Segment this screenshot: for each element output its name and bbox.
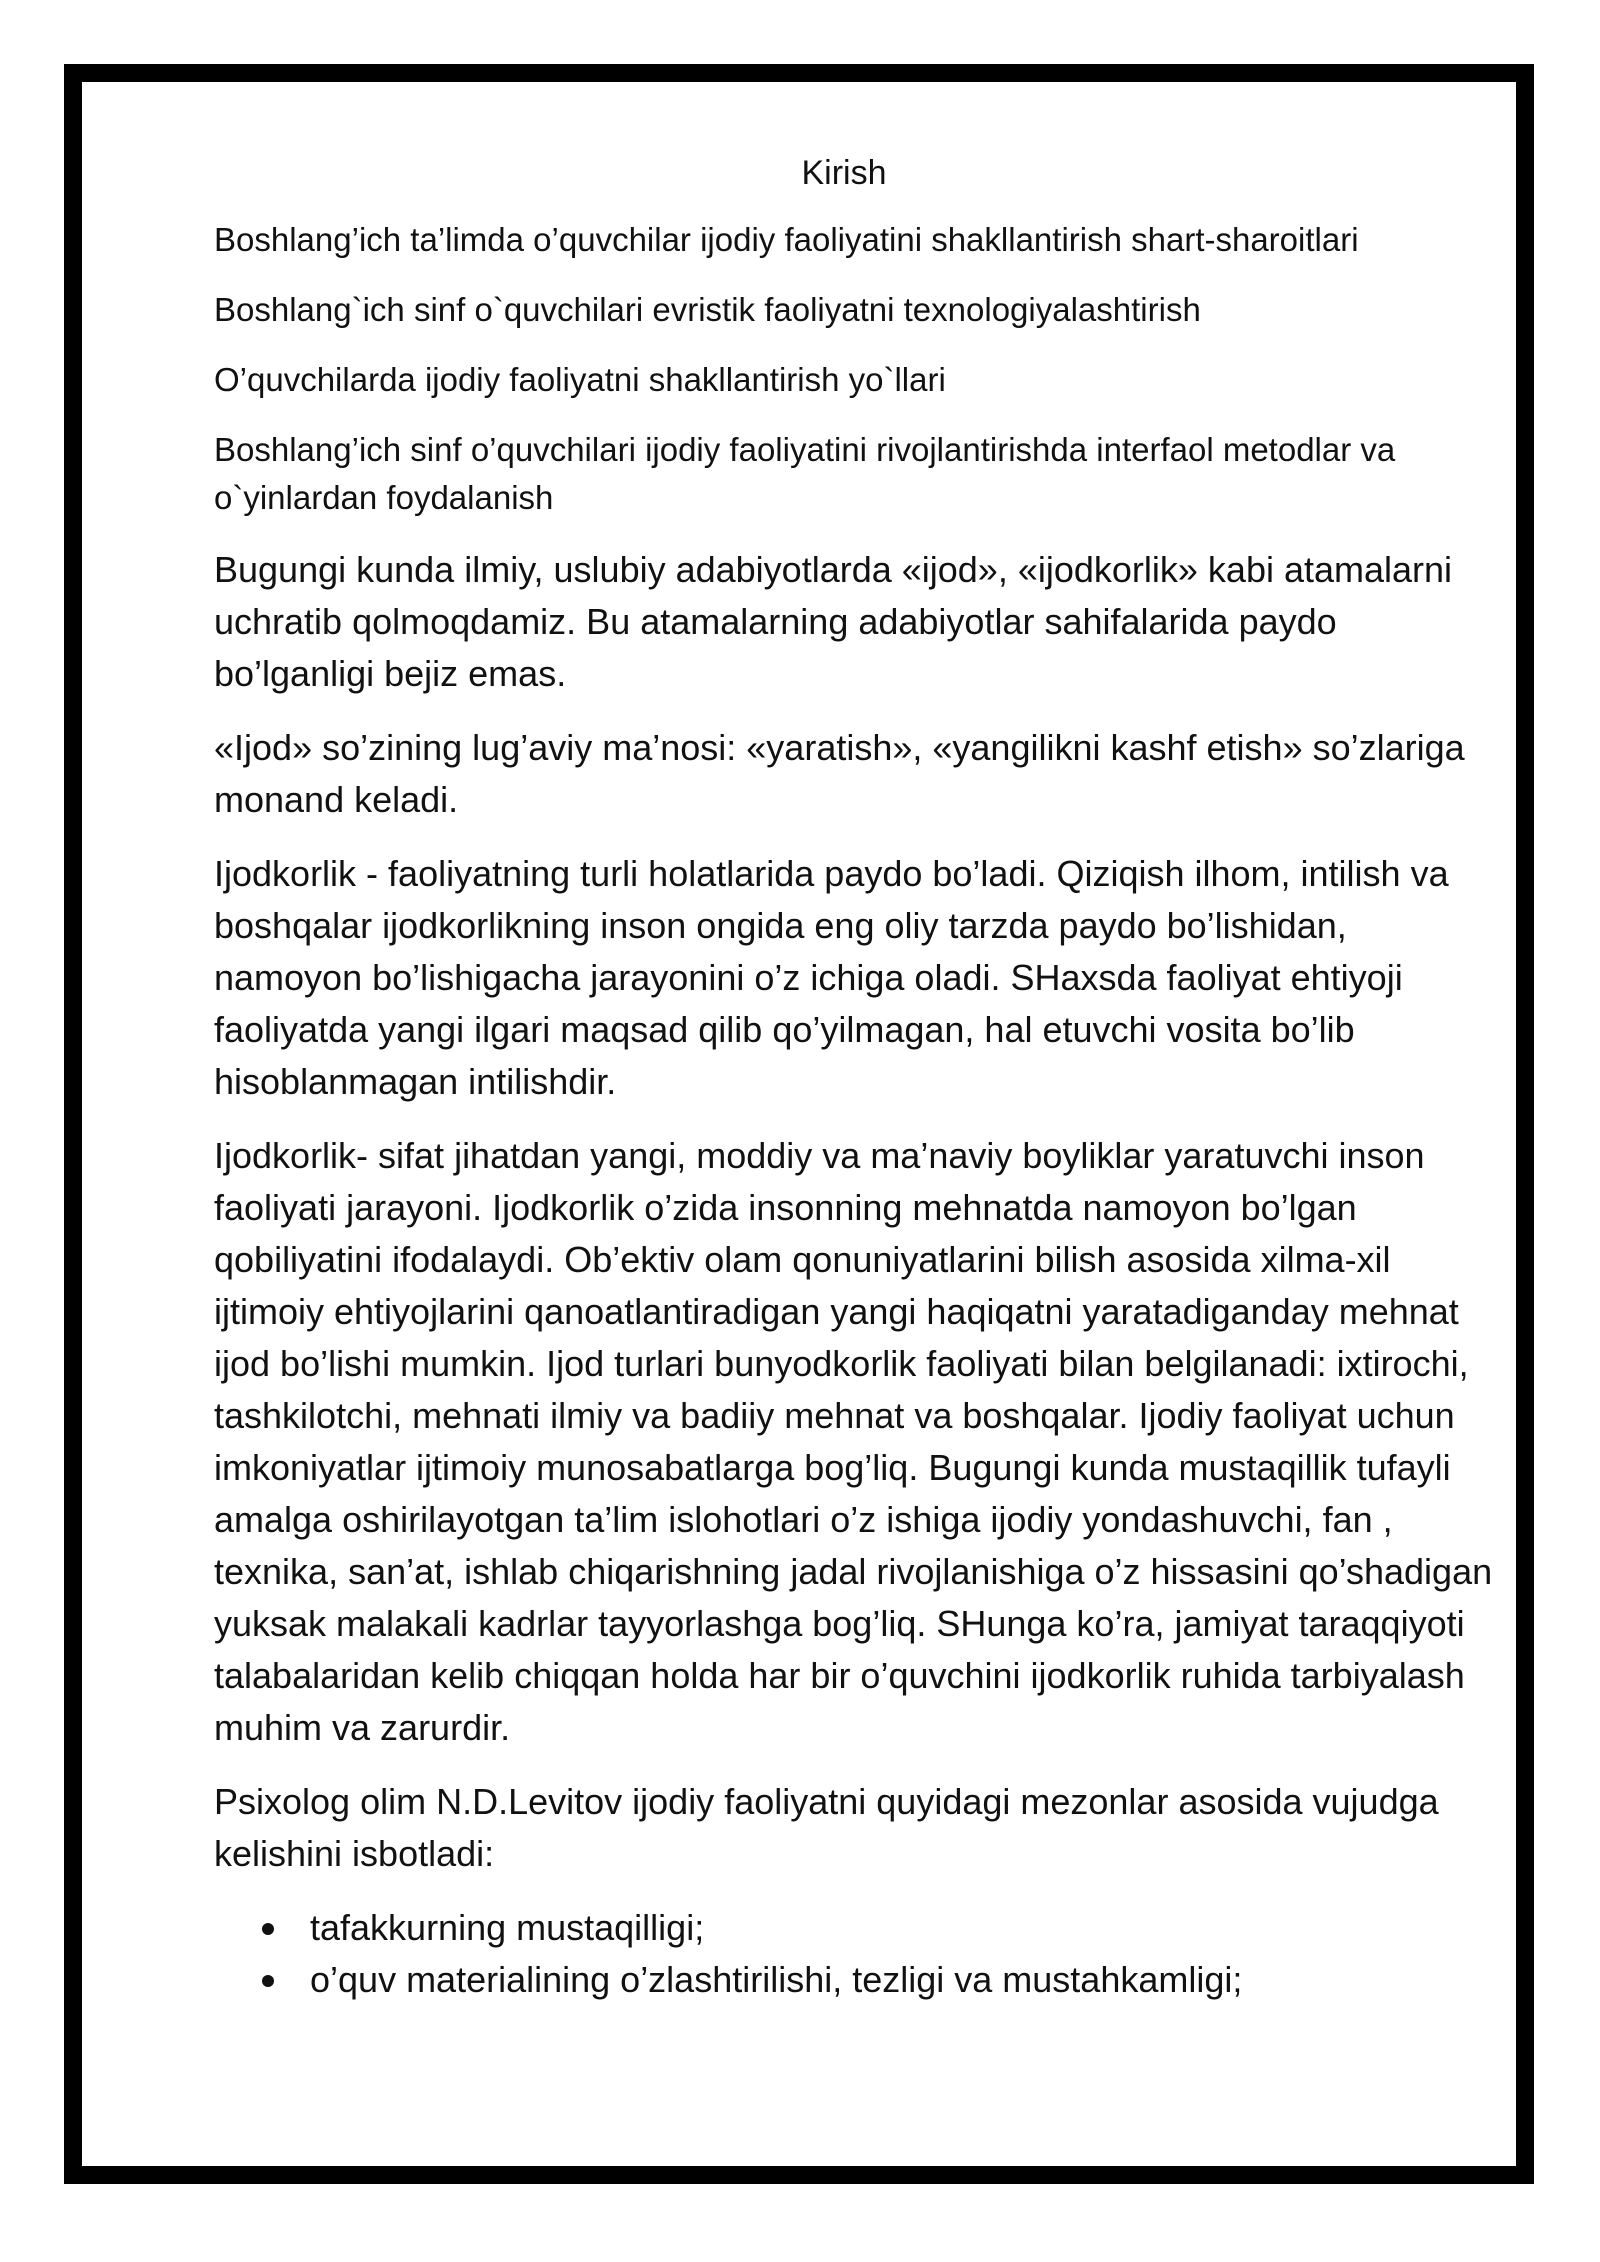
- toc-item-2: Boshlang`ich sinf o`quvchilari evristik faoliyatni texnologiyalashtirish: [214, 291, 1201, 328]
- page-title: Kirish: [801, 154, 887, 192]
- paragraph-3: Ijodkorlik - faoliyatning turli holatlarida paydo bo’ladi. Qiziqish ilhom, intilish va boshqalar ijodkorlikning inson ongida eng oliy tarzda paydo bo’lishidan, namoyon bo’lishigacha jarayonini o’z ichiga oladi. SHaxsda faoliyat ehtiyoji faoliyatda yangi ilgari maqsad qilib qo’yilmagan, hal etuvchi vosita bo’lib hisoblanmagan intilishdir.: [214, 853, 1449, 1102]
- list-item-text: o’quv materialining o’zlashtirilishi, tezligi va mustahkamligi;: [310, 1959, 1243, 2000]
- toc-item-1: Boshlang’ich ta’limda o’quvchilar ijodiy faoliyatini shakllantirish shart-sharoitlari: [214, 221, 1359, 258]
- paragraph-5: Psixolog olim N.D.Levitov ijodiy faoliyatni quyidagi mezonlar asosida vujudga kelishini isbotladi:: [214, 1781, 1439, 1874]
- toc-item-3: O’quvchilarda ijodiy faoliyatni shakllantirish yo`llari: [214, 361, 946, 398]
- paragraph-1: Bugungi kunda ilmiy, uslubiy adabiyotlarda «ijod», «ijodkorlik» kabi atamalarni uchratib qolmoqdamiz. Bu atamalarning adabiyotlar sahifalarida paydo bo’lganligi bejiz emas.: [214, 549, 1453, 694]
- bullet-icon: [262, 1975, 274, 1987]
- list-item-text: tafakkurning mustaqilligi;: [310, 1907, 705, 1948]
- bullet-list: [214, 1902, 1494, 2006]
- toc-item-4: Boshlang’ich sinf o’quvchilari ijodiy faoliyatini rivojlantirishda interfaol metodlar va o`yinlardan foydalanish: [214, 431, 1396, 516]
- document-body: [214, 150, 1494, 2006]
- paragraph-2: «Ijod» so’zining lug’aviy ma’nosi: «yaratish», «yangilikni kashf etish» so’zlariga monand keladi.: [214, 727, 1465, 820]
- list-item: [214, 1902, 1494, 1954]
- bullet-icon: [262, 1923, 274, 1935]
- paragraph-4: Ijodkorlik- sifat jihatdan yangi, moddiy va ma’naviy boyliklar yaratuvchi inson faoliyati jarayoni. Ijodkorlik o’zida insonning mehnatda namoyon bo’lgan qobiliyatini ifodalaydi. Ob’ektiv olam qonuniyatlarini bilish asosida xilma-xil ijtimoiy ehtiyojlarini qanoatlantiradigan yangi haqiqatni yaratadiganday mehnat ijod bo’lishi mumkin. Ijod turlari bunyodkorlik faoliyati bilan belgilanadi: ixtirochi, tashkilotchi, mehnati ilmiy va badiiy mehnat va boshqalar. Ijodiy faoliyat uchun imkoniyatlar ijtimoiy munosabatlarga bog’liq. Bugungi kunda mustaqillik tufayli amalga oshirilayotgan ta’lim islohotlari o’z ishiga ijodiy yondashuvchi, fan , texnika, san’at, ishlab chiqarishning jadal rivojlanishiga o’z hissasini qo’shadigan yuksak malakali kadrlar tayyorlashga bog’liq. SHunga ko’ra, jamiyat taraqqiyoti talabalaridan kelib chiqqan holda har bir o’quvchini ijodkorlik ruhida tarbiyalash muhim va zarurdir.: [214, 1135, 1493, 1748]
- list-item: [214, 1954, 1494, 2006]
